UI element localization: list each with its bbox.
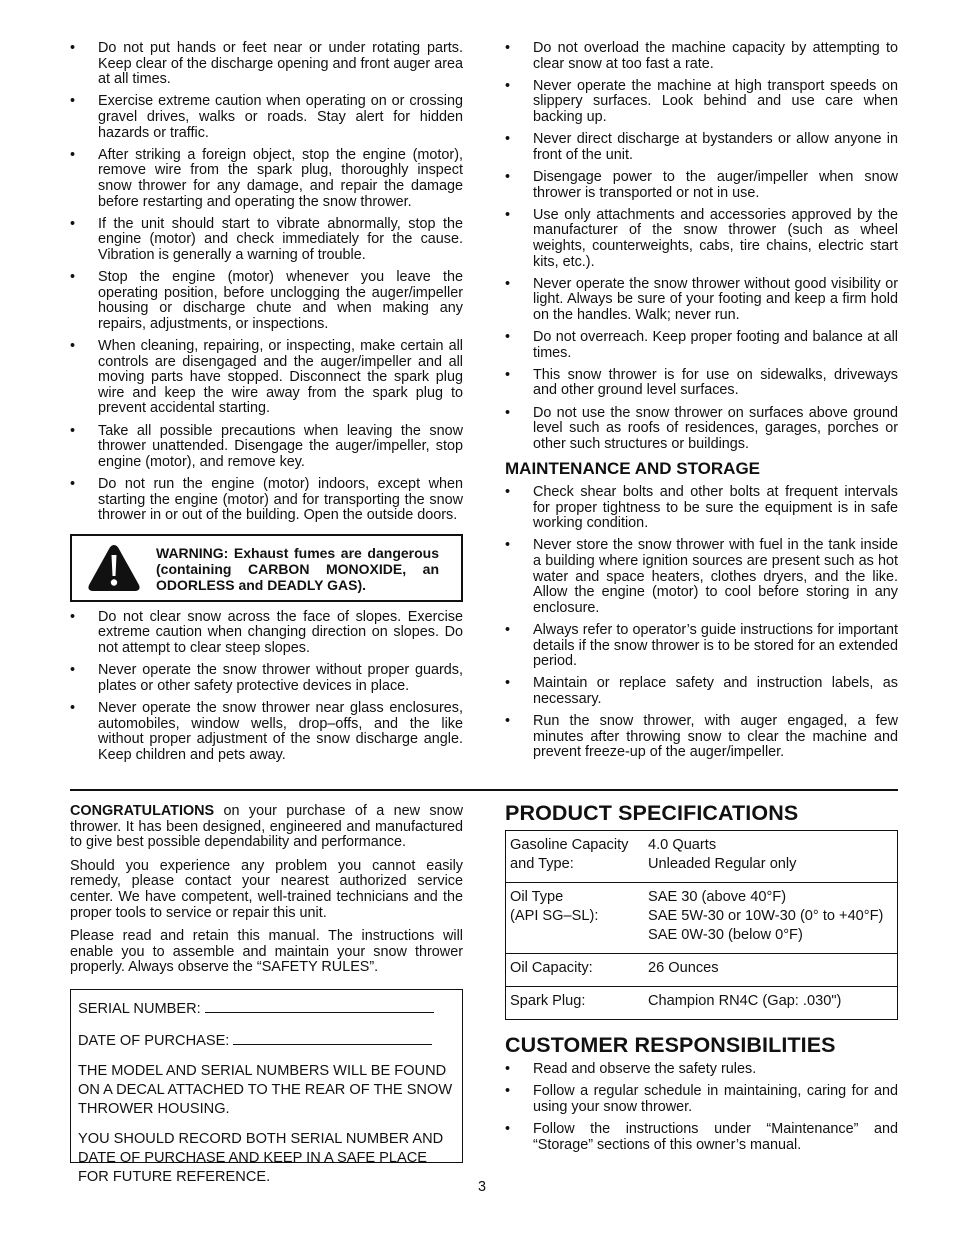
spec-key: Oil Capacity:: [506, 954, 645, 987]
horizontal-divider: [70, 789, 898, 791]
table-row: [506, 831, 898, 883]
maintenance-heading: MAINTENANCE AND STORAGE: [505, 459, 761, 478]
list-item: • Never operate the machine at high transport speeds on slippery surfaces. Look behind and use care when backing up.: [505, 77, 898, 125]
list-item: • Do not overload the machine capacity by attempting to clear snow at too fast a rate.: [505, 40, 898, 72]
table-row: [506, 954, 898, 987]
list-item: • Take all possible precautions when leaving the snow thrower unattended. Disengage the auger/impeller, stop engine (motor), and remove key.: [70, 422, 463, 470]
spec-value: 4.0 Quarts Unleaded Regular only: [648, 837, 797, 872]
list-item: • Do not put hands or feet near or under rotating parts. Keep clear of the discharge opening and front auger area at all times.: [70, 40, 463, 88]
page-number: 3: [478, 1179, 487, 1195]
purchase-date-line: DATE OF PURCHASE:: [78, 1030, 454, 1051]
spec-key: Gasoline Capacity and Type:: [510, 837, 629, 872]
spec-key: Oil Type (API SG–SL):: [506, 883, 645, 954]
list-item: • This snow thrower is for use on sidewalks, driveways and other ground level surfaces.: [505, 366, 898, 399]
list-item: • After striking a foreign object, stop the engine (motor), remove wire from the spark plug, thoroughly inspect snow thrower for any damage, and repair the damage before restarting and operating the snow thrower.: [70, 146, 463, 210]
table-row: [506, 883, 898, 954]
list-item: • Disengage power to the auger/impeller when snow thrower is transported or not in use.: [505, 168, 898, 201]
warning-box: [70, 534, 463, 602]
list-item: • Never direct discharge at bystanders or allow anyone in front of the unit.: [505, 131, 898, 163]
serial-number-blank: [205, 998, 434, 1013]
service-paragraph: Should you experience any problem you cannot easily remedy, please contact your nearest authorized service center. We have competent, well-trained technicians and the proper tools to service or repair this unit.: [70, 857, 463, 921]
specifications-table: [505, 830, 898, 1020]
list-item: • Never store the snow thrower with fuel in the tank inside a building where ignition sources are present such as hot water and space heaters, clothes dryers, and the like. Allow the engine (motor) to cool before storing in any enclosure.: [505, 537, 898, 616]
list-item: • Run the snow thrower, with auger engaged, a few minutes after throwing snow to clear the machine and prevent freeze-up of the auger/impeller.: [505, 713, 898, 761]
maintenance-list: [505, 485, 898, 761]
list-item: • Do not overreach. Keep proper footing and balance at all times.: [505, 329, 898, 361]
list-item: • Read and observe the safety rules.: [505, 1061, 757, 1077]
list-item: • When cleaning, repairing, or inspecting, make certain all controls are disengaged and the auger/impeller and all moving parts have stopped. Disconnect the spark plug wire and keep the wire away from the spark plug to prevent accidental starting.: [70, 338, 463, 417]
list-item: • Do not use the snow thrower on surfaces above ground level such as roofs of residences, garages, porches or other such structures or buildings.: [505, 404, 898, 452]
serial-number-line: SERIAL NUMBER:: [78, 998, 454, 1019]
list-item: • Maintain or replace safety and instruction labels, as necessary.: [505, 675, 898, 707]
list-item: • Check shear bolts and other bolts at frequent intervals for proper tightness to be sure the equipment is in safe working condition.: [505, 484, 898, 532]
list-item: • Follow the instructions under “Maintenance” and “Storage” sections of this owner’s manual.: [505, 1120, 898, 1153]
safety-list-left-top: [70, 41, 463, 524]
right-column-bottom: [505, 800, 898, 1160]
list-item: • Follow a regular schedule in maintaining, caring for and using your snow thrower.: [505, 1083, 898, 1115]
spec-value: 26 Ounces: [644, 954, 898, 987]
warning-text: WARNING: Exhaust fumes are dangerous (containing CARBON MONOXIDE, an ODORLESS and DEADLY GAS).: [156, 544, 439, 593]
left-column-top: [70, 41, 463, 770]
list-item: • Do not clear snow across the face of slopes. Exercise extreme caution when changing direction on slopes. Do not attempt to clear steep slopes.: [70, 608, 463, 656]
right-column-top: [505, 41, 898, 767]
spec-value: Champion RN4C (Gap: .030"): [644, 987, 898, 1020]
list-item: • Always refer to operator’s guide instructions for important details if the snow thrower is to be stored for an extended period.: [505, 621, 898, 670]
safety-list-right: [505, 41, 898, 452]
warning-triangle-icon: [86, 543, 142, 593]
congratulations-paragraph: CONGRATULATIONS on your purchase of a new snow thrower. It has been designed, engineered and manufactured to give best possible dependability and performance.: [70, 803, 463, 851]
customer-responsibilities-title: CUSTOMER RESPONSIBILITIES: [505, 1033, 836, 1057]
left-column-bottom: [70, 803, 463, 1185]
decal-note: THE MODEL AND SERIAL NUMBERS WILL BE FOUND ON A DECAL ATTACHED TO THE REAR OF THE SNOW THROWER HOUSING.: [78, 1062, 453, 1117]
list-item: • If the unit should start to vibrate abnormally, stop the engine (motor) and check immediately for the cause. Vibration is generally a warning of trouble.: [70, 215, 463, 263]
product-specifications-title: PRODUCT SPECIFICATIONS: [505, 801, 799, 825]
list-item: • Stop the engine (motor) whenever you leave the operating position, before unclogging the auger/impeller housing or discharge chute and when making any repairs, adjustments, or inspections.: [70, 269, 463, 332]
purchase-date-blank: [233, 1030, 432, 1045]
list-item: • Do not run the engine (motor) indoors, except when starting the engine (motor) and for transporting the snow thrower in or out of the building. Open the outside doors.: [70, 476, 463, 524]
list-item: • Never operate the snow thrower without good visibility or light. Always be sure of your footing and keep a firm hold on the handles. Walk; never run.: [505, 275, 898, 323]
list-item: • Never operate the snow thrower near glass enclosures, automobiles, window wells, drop–offs, and the like without proper adjustment of the snow discharge angle. Keep children and pets away.: [70, 699, 463, 763]
spec-key: Spark Plug:: [506, 987, 645, 1020]
list-item: • Never operate the snow thrower without proper guards, plates or other safety protective devices in place.: [70, 662, 463, 694]
safety-list-left-mid: [70, 610, 463, 764]
record-note: YOU SHOULD RECORD BOTH SERIAL NUMBER AND DATE OF PURCHASE AND KEEP IN A SAFE PLACE FOR FUTURE REFERENCE.: [78, 1130, 444, 1185]
table-row: [506, 987, 898, 1020]
list-item: • Exercise extreme caution when operating on or crossing gravel drives, walks or roads. Stay alert for hidden hazards or traffic.: [70, 93, 463, 141]
customer-list: [505, 1062, 898, 1153]
spec-value: SAE 30 (above 40°F) SAE 5W-30 or 10W-30 (0° to +40°F) SAE 0W-30 (below 0°F): [644, 883, 898, 954]
record-box: [70, 989, 463, 1185]
retain-manual-paragraph: Please read and retain this manual. The instructions will enable you to assemble and maintain your snow thrower properly. Always observe the “SAFETY RULES”.: [70, 928, 463, 976]
list-item: • Use only attachments and accessories approved by the manufacturer of the snow thrower (such as wheel weights, counterweights, cabs, tire chains, electric start kits, etc.).: [505, 206, 898, 270]
